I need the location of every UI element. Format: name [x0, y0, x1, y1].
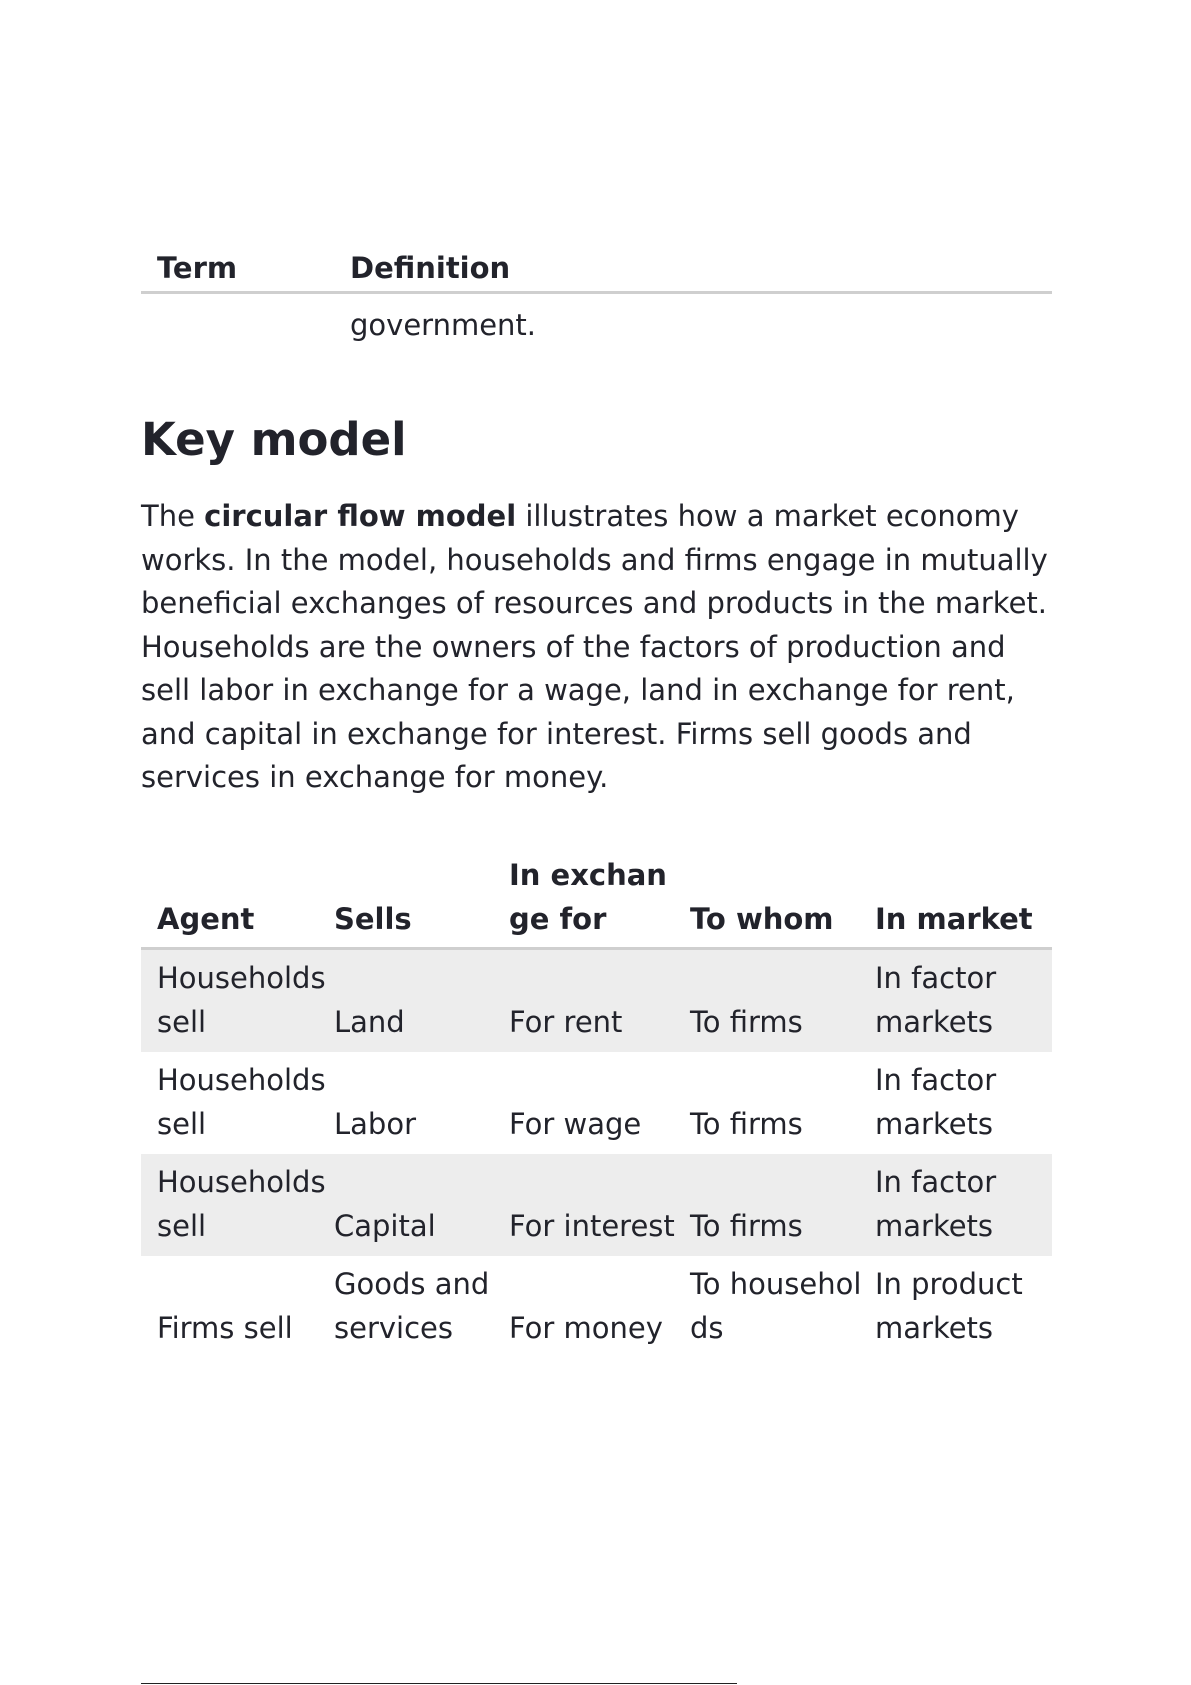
column-header-to-whom: To whom [690, 853, 875, 949]
term-cell [141, 293, 334, 345]
agent-cell: Households sell [141, 949, 334, 1053]
exchange-cell: For money [509, 1311, 663, 1345]
footer-rule [141, 1683, 737, 1684]
definition-cell: government. [350, 308, 537, 342]
column-header-agent: Agent [141, 853, 334, 949]
to-whom-cell: To firms [690, 949, 875, 1053]
exchange-cell: For rent [509, 949, 690, 1053]
table-row [141, 1052, 1052, 1154]
agent-cell: Households sell [141, 1154, 334, 1256]
sells-cell: Goods and services [334, 1267, 490, 1345]
circular-flow-table [141, 853, 1052, 1358]
to-whom-cell: To firms [690, 1154, 875, 1256]
table-row [141, 1154, 1052, 1256]
paragraph-circular-flow [141, 495, 1052, 626]
paragraph-households: Households are the owners of the factors of production and sell labor in exchange for a wage, land in exchange for rent, and capital in exchange for interest. Firms sell goods and services in exchange for money. [141, 629, 1015, 794]
column-header-term: Term [141, 245, 334, 293]
section-body [141, 495, 1052, 800]
market-cell: In factor markets [875, 1063, 997, 1141]
bold-term: circular flow model [204, 499, 517, 533]
table-header-row [141, 853, 1052, 949]
paragraph-text: The [141, 499, 205, 533]
column-header-in-market: In market [875, 853, 1052, 949]
sells-cell: Land [334, 949, 509, 1053]
paragraph-text: illustrates how a market economy works. In the model, households and firms engage in mutually beneficial exchanges of resources and products in the market. [141, 499, 1048, 620]
agent-cell: Households sell [157, 1063, 326, 1141]
exchange-cell: For wage [509, 1107, 642, 1141]
market-cell: In factor markets [875, 1154, 1052, 1256]
column-header-in-exchange-for: In exchange for [509, 853, 690, 949]
to-whom-cell: To households [690, 1267, 862, 1345]
term-definition-table [141, 245, 1052, 344]
market-cell: In product markets [875, 1267, 1023, 1345]
table-row [141, 949, 1052, 1053]
section-heading: Key model [141, 413, 407, 466]
sells-cell: Labor [334, 1107, 417, 1141]
sells-cell: Capital [334, 1154, 509, 1256]
to-whom-cell: To firms [690, 1107, 803, 1141]
market-cell: In factor markets [875, 949, 1052, 1053]
table-row [141, 1256, 1052, 1358]
table-row [141, 293, 1052, 345]
column-header-sells: Sells [334, 853, 509, 949]
exchange-cell: For interest [509, 1154, 690, 1256]
column-header-definition: Definition [334, 245, 1052, 293]
table-header-row [141, 245, 1052, 293]
agent-cell: Firms sell [157, 1311, 293, 1345]
